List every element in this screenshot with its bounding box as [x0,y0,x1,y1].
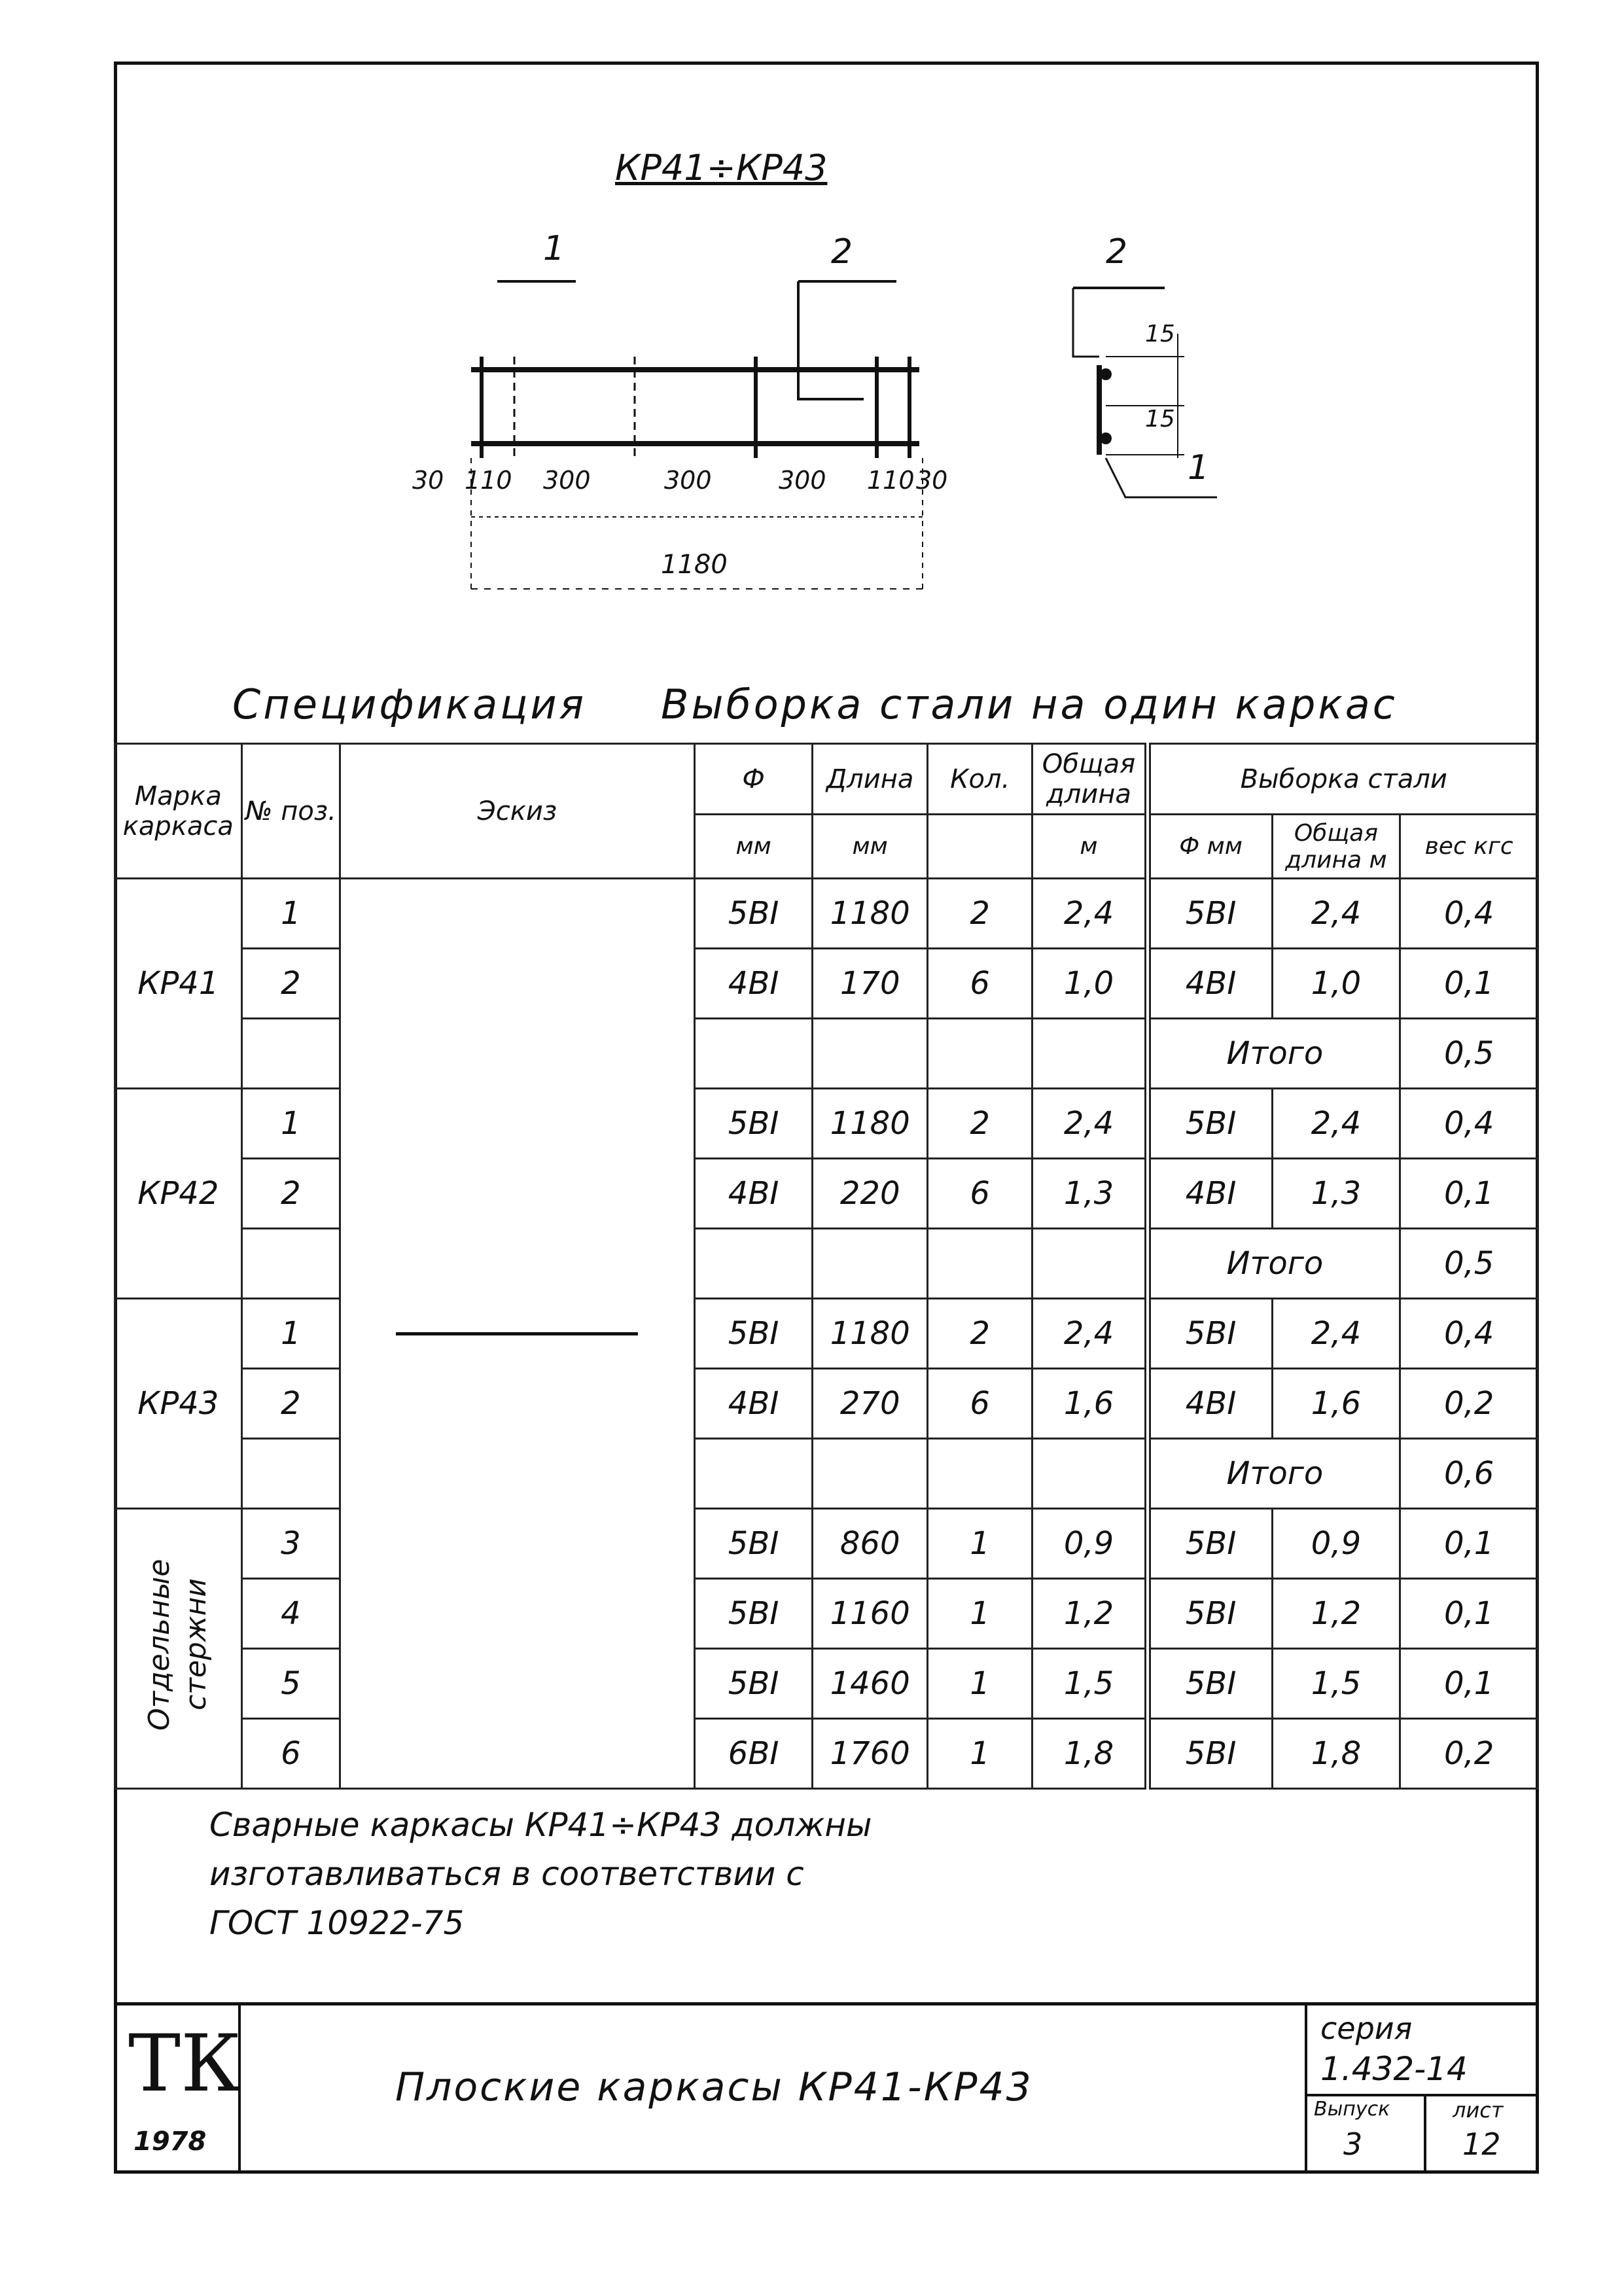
cell-total-len: 1,0 [1033,949,1148,1019]
cell-qty: 6 [927,1369,1033,1439]
cell-pos: 5 [241,1649,340,1719]
header-pos: № поз. [241,744,340,879]
cell-total-len: 1,2 [1033,1579,1148,1649]
cell-total-len: 1,5 [1033,1649,1148,1719]
table-row [115,1159,1538,1229]
cell-length: 220 [813,1159,928,1229]
title-block [114,2002,1539,2174]
cell-weight: 0,4 [1400,879,1538,949]
cell-steel-diam: 4BI [1148,949,1273,1019]
cell-pos: 1 [241,879,340,949]
cell-steel-diam: 5BI [1148,1089,1273,1159]
cell-pos: 6 [241,1719,340,1789]
cell-length: 1160 [813,1579,928,1649]
cell-steel-diam: 5BI [1148,1299,1273,1369]
steel-heading: Выборка стали на один каркас [661,680,1398,728]
frame-drawing [0,0,1624,654]
header-qty: Кол. [927,744,1033,815]
cell-weight: 0,4 [1400,1089,1538,1159]
unit-steel-weight: вес кгс [1400,815,1538,879]
cell-length: 1760 [813,1719,928,1789]
table-row [115,1579,1538,1649]
cell-weight: 0,1 [1400,949,1538,1019]
cell-steel-diam: 5BI [1148,879,1273,949]
table-row-total [115,1439,1538,1509]
group-mark: КР42 [115,1089,242,1299]
unit-diam: мм [694,815,813,879]
dim-110-right: 110 [867,466,915,495]
dim-300-c: 300 [779,466,826,495]
table-row [115,879,1538,949]
series-number: 1.432-14 [1320,2050,1468,2088]
unit-steel-len: Общая длина м [1272,815,1400,879]
series-label: серия [1320,2011,1413,2046]
note-line-1: Сварные каркасы КР41÷КР43 должны [209,1806,872,1844]
note-line-3: ГОСТ 10922-75 [209,1904,465,1942]
dim-110-left: 110 [465,466,512,495]
table-row [115,1509,1538,1579]
cell-diam: 5BI [694,1089,813,1159]
table-row [115,1369,1538,1439]
cell-steel-len: 1,2 [1272,1579,1400,1649]
spec-heading: Спецификация [232,680,587,728]
cell-length: 1460 [813,1649,928,1719]
unit-length: мм [813,815,928,879]
table-row [115,1649,1538,1719]
section-callout-2: 2 [1106,232,1128,272]
cell-qty: 6 [927,949,1033,1019]
title-block-meta [1305,2005,1539,2174]
cell-qty: 2 [927,1299,1033,1369]
dim-300-b: 300 [664,466,712,495]
total-weight: 0,6 [1400,1439,1538,1509]
unit-total-len: м [1033,815,1148,879]
cell-pos: 2 [241,1369,340,1439]
cell-steel-diam: 5BI [1148,1649,1273,1719]
table-row [115,1719,1538,1789]
cell-qty: 2 [927,1089,1033,1159]
dim-side-top: 15 [1145,321,1175,347]
total-weight: 0,5 [1400,1019,1538,1089]
cell-steel-len: 1,6 [1272,1369,1400,1439]
cell-qty: 1 [927,1509,1033,1579]
cell-length: 1180 [813,1299,928,1369]
header-steel: Выборка стали [1148,744,1538,815]
cell-diam: 4BI [694,949,813,1019]
cell-steel-len: 1,8 [1272,1719,1400,1789]
cell-qty: 1 [927,1649,1033,1719]
year: 1978 [133,2127,207,2157]
callout-2: 2 [831,232,853,272]
total-weight: 0,5 [1400,1229,1538,1299]
sheet-number: 12 [1462,2127,1501,2162]
cell-total-len: 1,3 [1033,1159,1148,1229]
tk-logo: ТК [128,2019,241,2110]
cell-diam: 5BI [694,1579,813,1649]
cell-weight: 0,2 [1400,1719,1538,1789]
cell-diam: 5BI [694,1509,813,1579]
cell-total-len: 2,4 [1033,879,1148,949]
table-row-total [115,1229,1538,1299]
cell-steel-diam: 4BI [1148,1369,1273,1439]
sheet-label: лист [1453,2098,1504,2123]
cell-weight: 0,2 [1400,1369,1538,1439]
cell-pos: 4 [241,1579,340,1649]
spec-table [114,743,1539,1790]
cell-steel-diam: 5BI [1148,1509,1273,1579]
group-mark: КР41 [115,879,242,1089]
table-row [115,1299,1538,1369]
title-block-logo-cell [114,2005,241,2174]
cell-weight: 0,4 [1400,1299,1538,1369]
cell-qty: 1 [927,1719,1033,1789]
cell-diam: 5BI [694,879,813,949]
cell-steel-len: 1,3 [1272,1159,1400,1229]
cell-diam: 4BI [694,1159,813,1229]
cell-diam: 5BI [694,1299,813,1369]
header-diam: Ф [694,744,813,815]
header-mark: Марка каркаса [115,744,242,879]
table-row [115,1089,1538,1159]
header-total-len: Общая длина [1033,744,1148,815]
dim-total: 1180 [661,550,728,580]
total-label: Итого [1148,1229,1400,1299]
dim-side-bottom: 15 [1145,406,1175,433]
cell-qty: 6 [927,1159,1033,1229]
cell-total-len: 0,9 [1033,1509,1148,1579]
cell-pos: 2 [241,949,340,1019]
cell-weight: 0,1 [1400,1159,1538,1229]
cell-total-len: 1,6 [1033,1369,1148,1439]
total-label: Итого [1148,1439,1400,1509]
unit-steel-diam: Ф мм [1148,815,1273,879]
cell-pos: 1 [241,1299,340,1369]
cell-steel-diam: 5BI [1148,1719,1273,1789]
header-length: Длина [813,744,928,815]
cell-steel-len: 1,0 [1272,949,1400,1019]
cell-length: 170 [813,949,928,1019]
dim-300-a: 300 [543,466,591,495]
cell-diam: 5BI [694,1649,813,1719]
document-title: Плоские каркасы КР41-КР43 [395,2064,1033,2110]
table-row [115,949,1538,1019]
group-mark: КР43 [115,1299,242,1509]
cell-weight: 0,1 [1400,1579,1538,1649]
drawing-title: КР41÷КР43 [615,147,828,188]
cell-steel-len: 2,4 [1272,1089,1400,1159]
sketch-cell [340,879,695,1789]
cell-pos: 2 [241,1159,340,1229]
separate-label-cell [115,1509,242,1789]
cell-diam: 4BI [694,1369,813,1439]
cell-steel-len: 0,9 [1272,1509,1400,1579]
cell-total-len: 1,8 [1033,1719,1148,1789]
cell-steel-diam: 4BI [1148,1159,1273,1229]
cell-weight: 0,1 [1400,1649,1538,1719]
section-callout-1: 1 [1188,448,1210,487]
dim-30-left: 30 [412,466,444,495]
issue-label: Выпуск [1314,2098,1390,2121]
callout-1: 1 [543,229,565,268]
total-label: Итого [1148,1019,1400,1089]
header-sketch: Эскиз [340,744,695,879]
cell-steel-len: 2,4 [1272,1299,1400,1369]
cell-steel-len: 2,4 [1272,879,1400,949]
note-line-2: изготавливаться в соответствии с [209,1855,804,1893]
cell-qty: 2 [927,879,1033,949]
cell-steel-len: 1,5 [1272,1649,1400,1719]
cell-length: 860 [813,1509,928,1579]
cell-length: 1180 [813,879,928,949]
cell-total-len: 2,4 [1033,1089,1148,1159]
cell-steel-diam: 5BI [1148,1579,1273,1649]
cell-qty: 1 [927,1579,1033,1649]
issue-number: 3 [1343,2127,1363,2162]
cell-pos: 3 [241,1509,340,1579]
cell-length: 270 [813,1369,928,1439]
separate-label: Отдельные стержни [143,1559,213,1731]
cell-total-len: 2,4 [1033,1299,1148,1369]
cell-pos: 1 [241,1089,340,1159]
cell-length: 1180 [813,1089,928,1159]
cell-diam: 6BI [694,1719,813,1789]
cell-weight: 0,1 [1400,1509,1538,1579]
table-row-total [115,1019,1538,1089]
dim-30-right: 30 [916,466,948,495]
